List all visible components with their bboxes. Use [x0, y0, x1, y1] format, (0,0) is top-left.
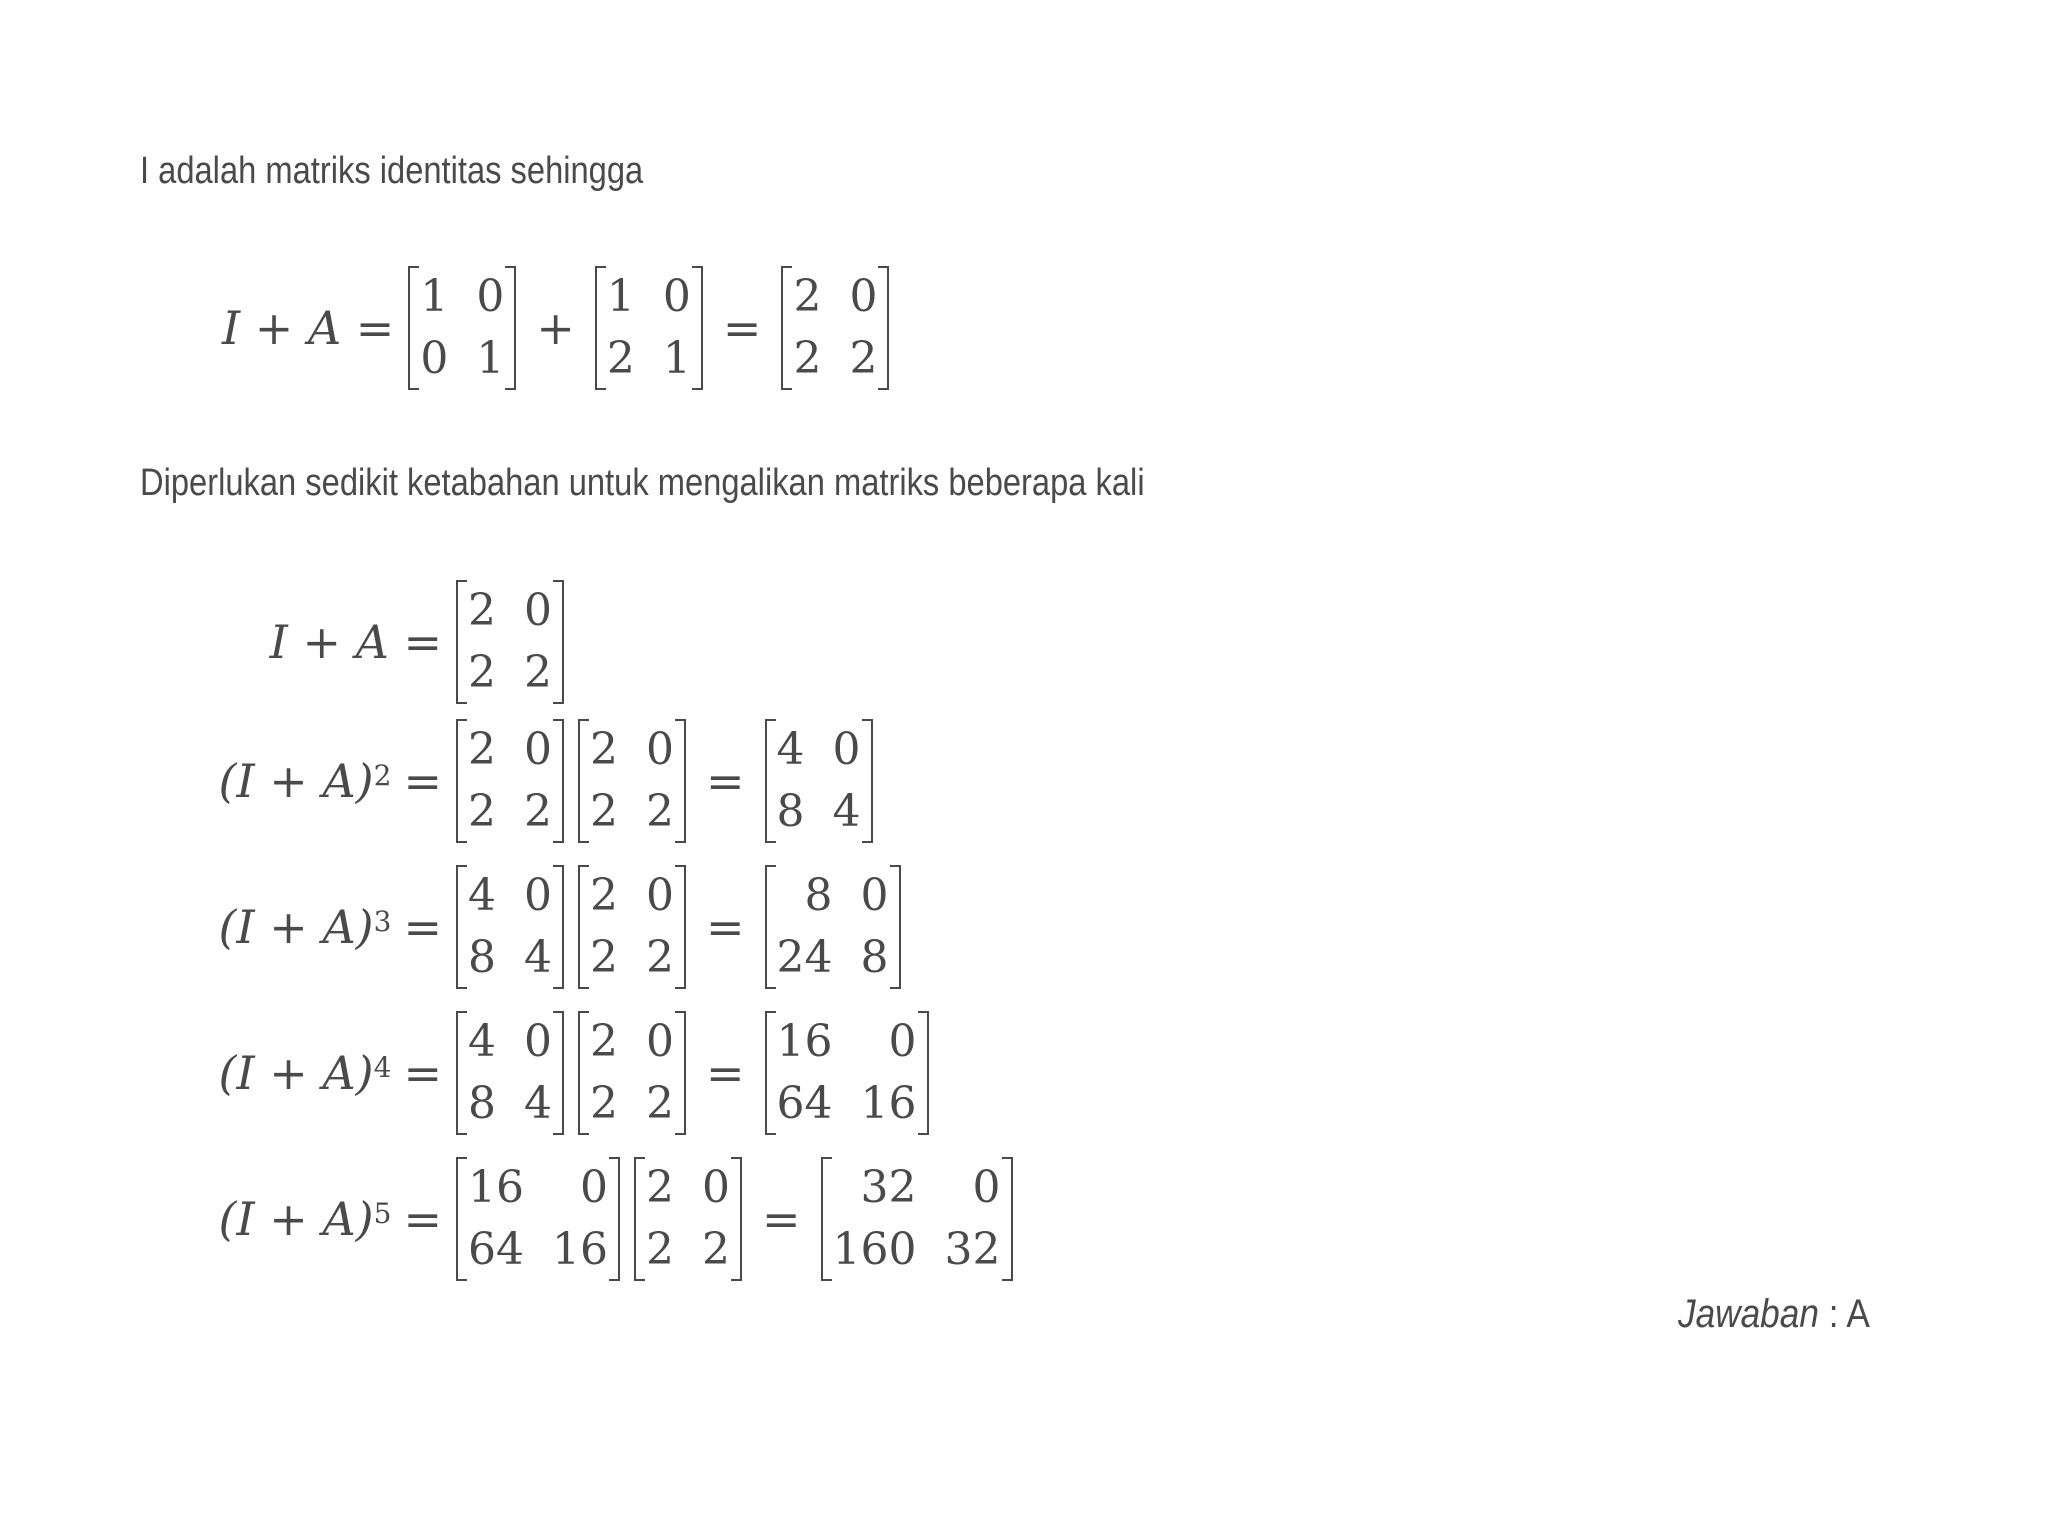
matrix-a: [595, 266, 703, 390]
matrix-cell: 0: [524, 870, 552, 921]
answer-line: [1678, 1292, 1870, 1337]
matrix-cell: 2: [646, 1162, 674, 1213]
matrix-cell: 160: [832, 1224, 917, 1275]
matrix-cell: 16: [776, 1016, 833, 1067]
matrix-cell: 0: [524, 1016, 552, 1067]
identity-sum-equation: [222, 262, 889, 394]
matrix-cell: 4: [524, 932, 552, 983]
matrix-cell: 8: [776, 786, 805, 837]
matrix-cell: 2: [646, 932, 674, 983]
matrix-cell: 1: [420, 271, 449, 322]
result-matrix: [765, 1011, 929, 1135]
matrix-cell: 1: [476, 333, 505, 384]
lhs-equals: =: [403, 754, 442, 808]
matrix-cell: 0: [849, 271, 878, 322]
matrix-cell: 16: [468, 1162, 524, 1213]
answer-separator: :: [1818, 1292, 1847, 1336]
matrix-cell: 2: [590, 786, 618, 837]
matrix-cell: 1: [606, 271, 635, 322]
lhs-equals: =: [403, 1192, 442, 1246]
matrix-cell: 0: [832, 724, 861, 775]
factor-matrix: [456, 1011, 564, 1135]
matrix-cell: 0: [860, 870, 889, 921]
result-matrix: [781, 266, 889, 390]
power-row-3: [218, 854, 1013, 1000]
equals-sign: =: [722, 301, 762, 355]
matrix-cell: 2: [849, 333, 878, 384]
lhs-base: (I + A): [218, 900, 374, 954]
matrix-cell: 4: [468, 870, 496, 921]
equation-lhs: I + A =: [222, 301, 395, 355]
result-matrix: [765, 865, 901, 989]
lhs-equals: =: [403, 900, 442, 954]
step-text: Diperlukan sedikit ketabahan untuk mengalikan matriks beberapa kali: [140, 462, 1145, 504]
matrix-cell: 16: [860, 1078, 917, 1129]
matrix-cell: 2: [468, 724, 496, 775]
lhs-exponent: 2: [373, 758, 392, 792]
equals-sign: =: [706, 754, 745, 808]
equation-lhs: I + A =: [269, 615, 442, 669]
matrix-cell: 2: [524, 786, 552, 837]
matrix-cell: 16: [552, 1224, 608, 1275]
power-row-5: [218, 1146, 1013, 1292]
lhs-base: (I + A): [218, 1192, 374, 1246]
power-row-4: [218, 1000, 1013, 1146]
result-matrix: [821, 1157, 1013, 1281]
matrix-cell: 8: [468, 932, 496, 983]
matrix-cell: 64: [468, 1224, 524, 1275]
answer-label: Jawaban: [1678, 1292, 1819, 1336]
matrix-cell: 4: [524, 1078, 552, 1129]
equation-lhs: [218, 900, 442, 954]
matrix-cell: 2: [702, 1224, 730, 1275]
lhs-exponent: 3: [373, 904, 392, 938]
matrix-cell: 0: [888, 1016, 917, 1067]
equals-sign: =: [706, 900, 745, 954]
matrix-cell: 32: [944, 1224, 1001, 1275]
lhs-exponent: 5: [373, 1196, 392, 1230]
identity-matrix: [408, 266, 516, 390]
result-matrix: [765, 719, 873, 843]
lhs-base: (I + A): [218, 754, 374, 808]
factor-matrix: [634, 1157, 742, 1281]
equation-lhs: [218, 1192, 442, 1246]
matrix-cell: 2: [590, 1078, 618, 1129]
matrix-cell: 4: [832, 786, 861, 837]
power-row-1: [222, 576, 1013, 708]
matrix-cell: 8: [468, 1078, 496, 1129]
matrix-cell: 2: [590, 932, 618, 983]
factor-matrix: [578, 719, 686, 843]
matrix-cell: 0: [524, 585, 552, 636]
matrix-cell: 64: [776, 1078, 833, 1129]
matrix-cell: 4: [468, 1016, 496, 1067]
lhs-base: (I + A): [218, 1046, 374, 1100]
matrix-cell: 0: [476, 271, 505, 322]
factor-matrix: [456, 865, 564, 989]
equals-sign: =: [706, 1046, 745, 1100]
matrix-cell: 2: [793, 271, 822, 322]
matrix-cell: 2: [590, 724, 618, 775]
factor-matrix: [456, 719, 564, 843]
matrix-cell: 0: [524, 724, 552, 775]
matrix-cell: 0: [420, 333, 449, 384]
matrix-cell: 2: [590, 1016, 618, 1067]
matrix-cell: 0: [646, 724, 674, 775]
matrix-cell: 2: [524, 647, 552, 698]
factor-matrix: [456, 1157, 620, 1281]
matrix-cell: 2: [468, 647, 496, 698]
power-row-2: [218, 708, 1013, 854]
factor-matrix: [578, 1011, 686, 1135]
matrix-cell: 8: [860, 932, 889, 983]
matrix-cell: 4: [776, 724, 805, 775]
matrix-cell: 2: [646, 1224, 674, 1275]
power-equations: [218, 576, 1013, 1292]
equation-lhs: [218, 754, 442, 808]
factor-matrix: [456, 580, 564, 704]
matrix-cell: 0: [646, 1016, 674, 1067]
matrix-cell: 0: [646, 870, 674, 921]
lhs-equals: =: [403, 1046, 442, 1100]
matrix-cell: 2: [606, 333, 635, 384]
matrix-cell: 0: [972, 1162, 1001, 1213]
matrix-cell: 2: [590, 870, 618, 921]
matrix-cell: 0: [580, 1162, 608, 1213]
matrix-cell: 8: [804, 870, 833, 921]
matrix-cell: 2: [468, 585, 496, 636]
matrix-cell: 1: [662, 333, 691, 384]
matrix-cell: 2: [646, 786, 674, 837]
equation-lhs: [218, 1046, 442, 1100]
answer-value: A: [1846, 1292, 1870, 1336]
matrix-cell: 2: [468, 786, 496, 837]
matrix-cell: 0: [702, 1162, 730, 1213]
matrix-cell: 2: [646, 1078, 674, 1129]
matrix-cell: 2: [793, 333, 822, 384]
factor-matrix: [578, 865, 686, 989]
equals-sign: =: [762, 1192, 801, 1246]
matrix-cell: 24: [776, 932, 833, 983]
plus-sign: +: [536, 301, 575, 355]
matrix-cell: 32: [860, 1162, 917, 1213]
matrix-cell: 0: [662, 271, 691, 322]
intro-text: I adalah matriks identitas sehingga: [140, 150, 644, 192]
lhs-exponent: 4: [373, 1050, 392, 1084]
